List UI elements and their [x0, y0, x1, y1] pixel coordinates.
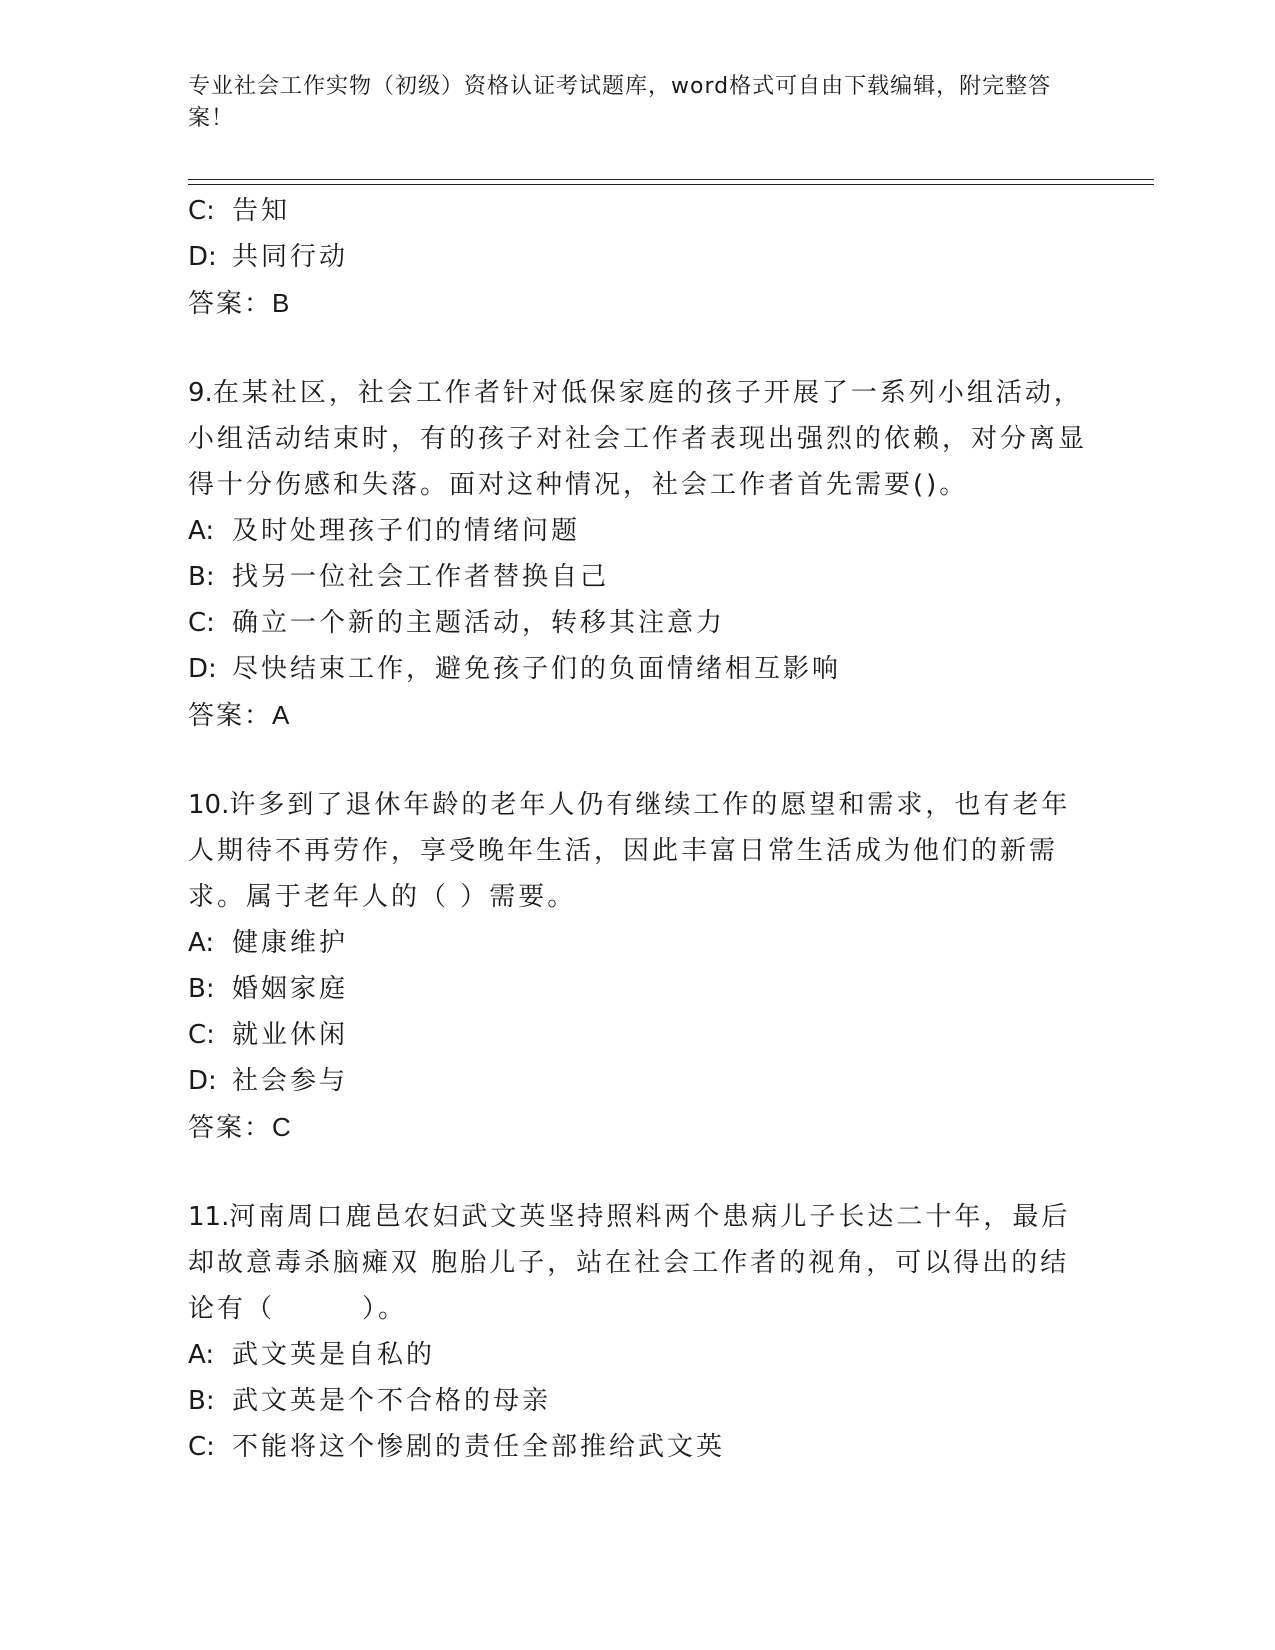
question-text: 许多到了退休年龄的老年人仍有继续工作的愿望和需求，也有老年人期待不再劳作，享受晚年生活，因此丰富日常生活成为他们的新需求。属于老年人的（ ）需要。	[188, 790, 1071, 912]
option-text: 不能将这个惨剧的责任全部推给武文英	[232, 1432, 726, 1462]
option-c	[188, 188, 1088, 234]
question-10	[188, 782, 1088, 920]
option-a	[188, 920, 1088, 966]
option-text: 确立一个新的主题活动，转移其注意力	[232, 608, 726, 638]
option-prefix: C:	[188, 608, 215, 638]
option-prefix: A:	[188, 928, 215, 958]
answer-line: 答案：C	[188, 1112, 293, 1142]
option-d	[188, 234, 1088, 280]
option-text: 告知	[232, 196, 291, 226]
option-b	[188, 966, 1088, 1012]
option-prefix: C:	[188, 196, 215, 226]
question-number: 9.	[188, 378, 213, 408]
option-b	[188, 1378, 1088, 1424]
option-prefix: D:	[188, 242, 217, 272]
option-text: 社会参与	[232, 1066, 349, 1096]
question-11	[188, 1194, 1088, 1332]
question-number: 11.	[188, 1202, 230, 1232]
option-text: 找另一位社会工作者替换自己	[232, 562, 610, 592]
option-c	[188, 600, 1088, 646]
question-number: 10.	[188, 790, 230, 820]
option-text: 武文英是自私的	[232, 1340, 436, 1370]
option-prefix: C:	[188, 1020, 215, 1050]
option-prefix: B:	[188, 1386, 215, 1416]
header-text: 专业社会工作实物（初级）资格认证考试题库，word格式可自由下载编辑，附完整答案！	[188, 74, 1052, 131]
option-c	[188, 1012, 1088, 1058]
option-d	[188, 646, 1088, 692]
option-text: 及时处理孩子们的情绪问题	[232, 516, 581, 546]
question-text: 河南周口鹿邑农妇武文英坚持照料两个患病儿子长达二十年，最后却故意毒杀脑瘫双 胞胎儿子，站在社会工作者的视角，可以得出的结论有（ ）。	[188, 1202, 1071, 1324]
option-b	[188, 554, 1088, 600]
option-a	[188, 508, 1088, 554]
option-text: 婚姻家庭	[232, 974, 349, 1004]
option-text: 健康维护	[232, 928, 349, 958]
option-prefix: A:	[188, 1340, 215, 1370]
question-list	[188, 188, 1088, 1470]
option-prefix: B:	[188, 562, 215, 592]
header-divider-bottom	[188, 184, 1154, 185]
page-header	[188, 71, 1078, 135]
option-prefix: D:	[188, 654, 217, 684]
option-text: 就业休闲	[232, 1020, 349, 1050]
option-prefix: D:	[188, 1066, 217, 1096]
option-prefix: C:	[188, 1432, 215, 1462]
header-divider-top	[188, 179, 1154, 180]
option-d	[188, 1058, 1088, 1104]
question-9	[188, 370, 1088, 508]
question-text: 在某社区，社会工作者针对低保家庭的孩子开展了一系列小组活动，小组活动结束时，有的孩子对社会工作者表现出强烈的依赖，对分离显得十分伤感和失落。面对这种情况，社会工作者首先需要()。	[188, 378, 1088, 500]
option-prefix: A:	[188, 516, 215, 546]
option-text: 共同行动	[232, 242, 349, 272]
option-text: 尽快结束工作，避免孩子们的负面情绪相互影响	[232, 654, 842, 684]
option-prefix: B:	[188, 974, 215, 1004]
answer-line: 答案：B	[188, 288, 292, 318]
answer-line: 答案：A	[188, 700, 292, 730]
option-c	[188, 1424, 1088, 1470]
option-text: 武文英是个不合格的母亲	[232, 1386, 552, 1416]
option-a	[188, 1332, 1088, 1378]
